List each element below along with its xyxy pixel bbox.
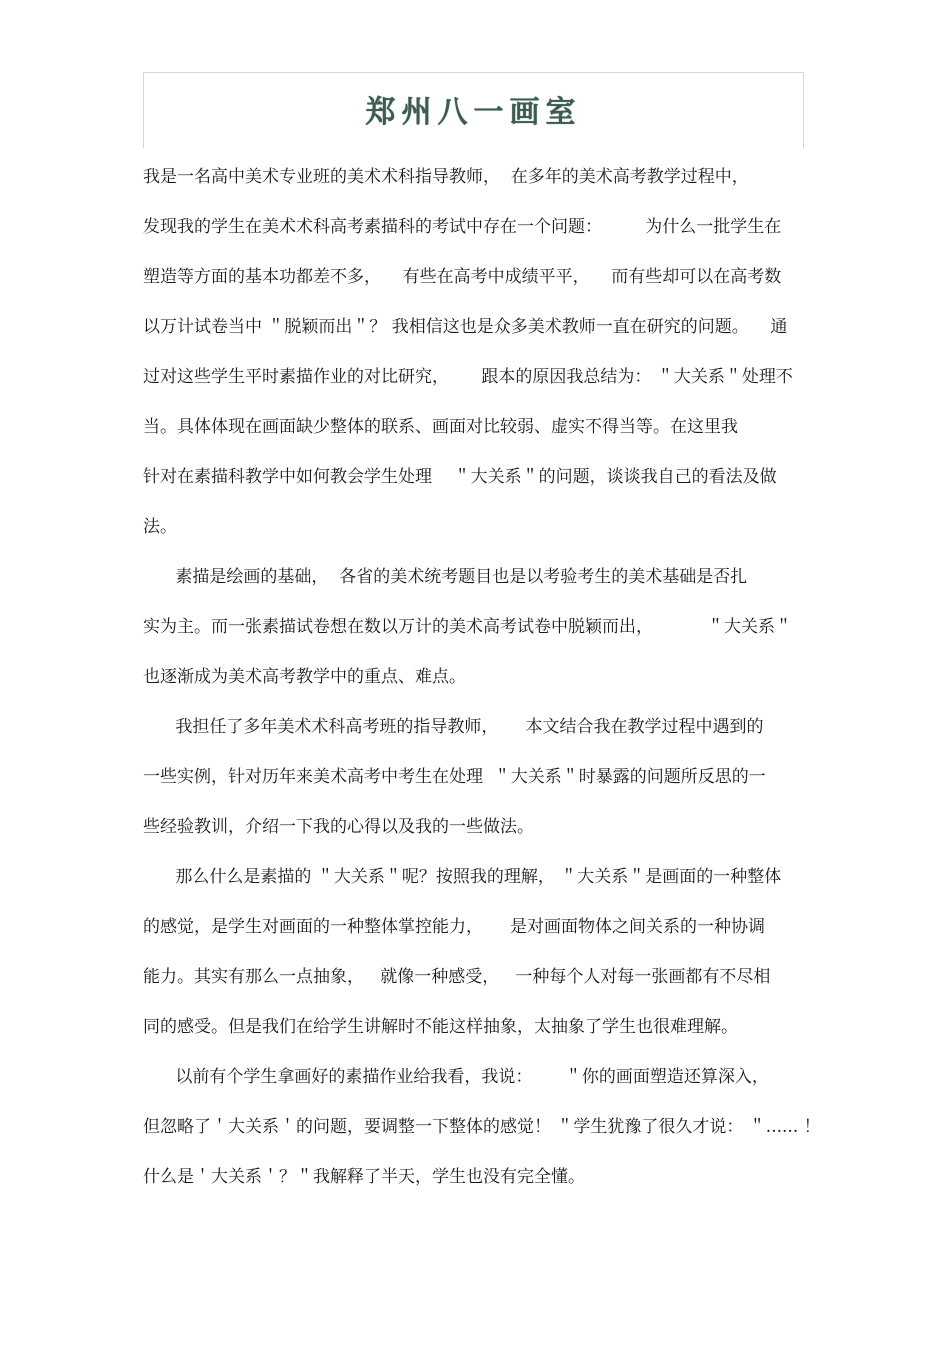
text-line-9: 素描是绘画的基础， 各省的美术统考题目也是以考验考生的美术基础是否扎 <box>143 567 748 587</box>
text-line-20: 但忽略了＇大关系＇的问题，要调整一下整体的感觉！ ＂学生犹豫了很久才说： ＂...... ！ <box>143 1117 821 1137</box>
text-line-7: 针对在素描科教学中如何教会学生处理 ＂大关系＂的问题，谈谈我自己的看法及做 <box>143 467 777 487</box>
text-line-14: 些经验教训，介绍一下我的心得以及我的一些做法。 <box>143 817 534 837</box>
text-line-3: 塑造等方面的基本功都差不多， 有些在高考中成绩平平， 而有些却可以在高考数 <box>143 267 782 287</box>
text-line-10: 实为主。而一张素描试卷想在数以万计的美术高考试卷中脱颖而出， ＂大关系＂ <box>143 617 793 637</box>
text-line-16: 的感觉，是学生对画面的一种整体掌控能力， 是对画面物体之间关系的一种协调 <box>143 917 766 937</box>
text-line-4: 以万计试卷当中 ＂脱颖而出＂？ 我相信这也是众多美术教师一直在研究的问题。 通 <box>143 317 788 337</box>
text-line-15: 那么什么是素描的 ＂大关系＂呢？按照我的理解， ＂大关系＂是画面的一种整体 <box>143 867 782 887</box>
text-line-8: 法。 <box>143 517 177 537</box>
text-line-21: 什么是＇大关系＇？＂我解释了半天，学生也没有完全懂。 <box>143 1167 585 1187</box>
header-banner <box>143 72 804 148</box>
text-line-11: 也逐渐成为美术高考教学中的重点、难点。 <box>143 667 466 687</box>
text-line-2: 发现我的学生在美术术科高考素描科的考试中存在一个问题： 为什么一批学生在 <box>143 217 782 237</box>
text-line-17: 能力。其实有那么一点抽象， 就像一种感受， 一种每个人对每一张画都有不尽相 <box>143 967 771 987</box>
text-line-1: 我是一名高中美术专业班的美术术科指导教师， 在多年的美术高考教学过程中， <box>143 167 749 187</box>
text-line-19: 以前有个学生拿画好的素描作业给我看，我说： ＂你的画面塑造还算深入， <box>143 1067 769 1087</box>
article-body <box>143 152 821 1202</box>
studio-logo-title: 郑州八一画室 <box>365 94 582 130</box>
text-line-6: 当。具体体现在画面缺少整体的联系、画面对比较弱、虚实不得当等。在这里我 <box>143 417 738 437</box>
text-line-12: 我担任了多年美术术科高考班的指导教师， 本文结合我在教学过程中遇到的 <box>143 717 764 737</box>
text-line-5: 过对这些学生平时素描作业的对比研究， 跟本的原因我总结为： ＂大关系＂处理不 <box>143 367 793 387</box>
text-line-18: 同的感受。但是我们在给学生讲解时不能这样抽象，太抽象了学生也很难理解。 <box>143 1017 738 1037</box>
text-line-13: 一些实例，针对历年来美术高考中考生在处理 ＂大关系＂时暴露的问题所反思的一 <box>143 767 766 787</box>
